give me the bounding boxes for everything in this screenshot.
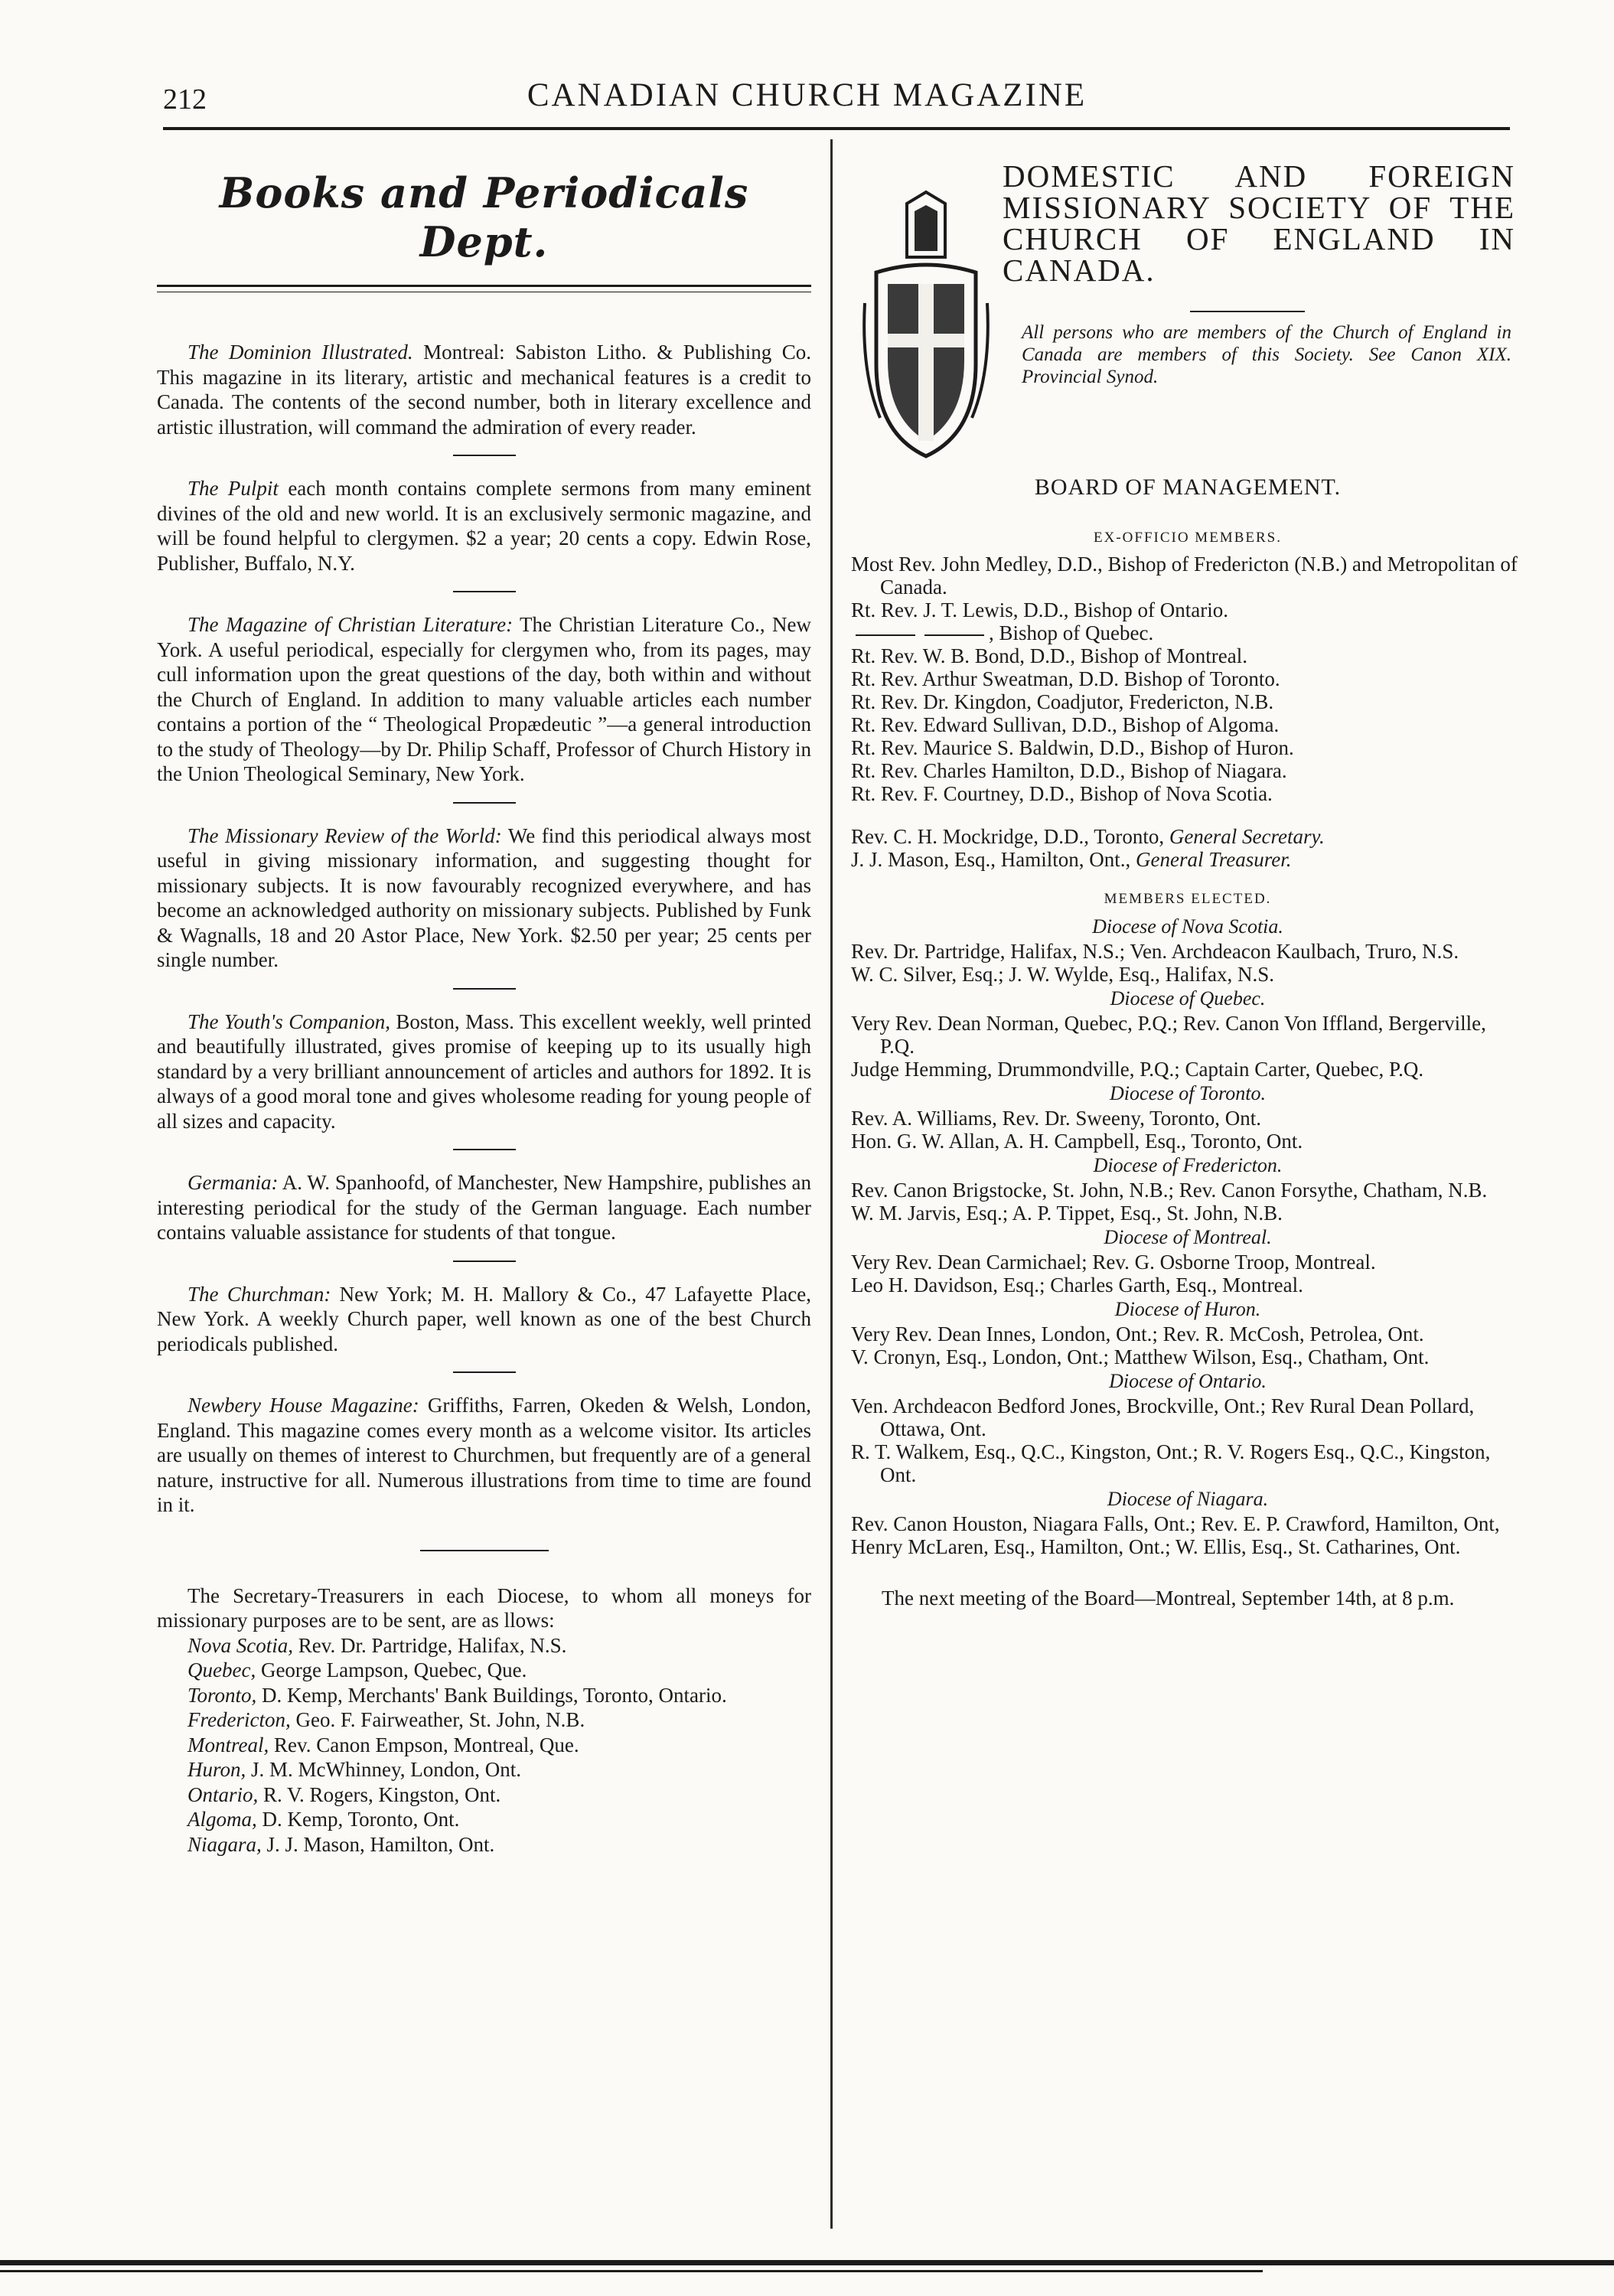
- separator: [453, 591, 516, 592]
- society-membership-note: All persons who are members of the Church of England in Canada are members of this Society. See Canon XIX. Provincial Synod.: [1022, 322, 1511, 387]
- list-item: Very Rev. Dean Norman, Quebec, P.Q.; Rev. Canon Von Iffland, Bergerville, P.Q.: [851, 1012, 1486, 1058]
- list-item: Rev. A. Williams, Rev. Dr. Sweeny, Toronto, Ont.: [851, 1107, 1261, 1130]
- list-item: V. Cronyn, Esq., London, Ont.; Matthew Wilson, Esq., Chatham, Ont.: [851, 1345, 1430, 1368]
- review-youths-companion: The Youth's Companion, Boston, Mass. This excellent weekly, well printed and beautifully illustrated, gives promise of keeping up to its usually high standard by a very brilliant announcement of articles and authors for 1892. It is always of a good moral tone and gives wholesome reading for young people of all sizes and capacity.: [157, 1009, 811, 1133]
- diocese-heading: Diocese of Ontario.: [1109, 1370, 1267, 1392]
- diocese-heading: Diocese of Quebec.: [1110, 987, 1266, 1009]
- list-item: Algoma, D. Kemp, Toronto, Ont.: [187, 1808, 460, 1831]
- next-meeting-notice: The next meeting of the Board—Montreal, September 14th, at 8 p.m.: [882, 1587, 1455, 1609]
- list-item: Very Rev. Dean Innes, London, Ont.; Rev. R. McCosh, Petrolea, Ont.: [851, 1322, 1424, 1345]
- society-seal-icon: [861, 188, 991, 464]
- list-item: Rt. Rev. W. B. Bond, D.D., Bishop of Montreal.: [851, 644, 1248, 667]
- general-treasurer: J. J. Mason, Esq., Hamilton, Ont., General Treasurer.: [851, 848, 1292, 871]
- diocese-heading: Diocese of Toronto.: [1110, 1082, 1266, 1104]
- separator: [453, 1371, 516, 1373]
- review-dominion-illustrated: The Dominion Illustrated. Montreal: Sabiston Litho. & Publishing Co. This magazine in its literary, artistic and mechanical features is a credit to Canada. The contents of the second number, both in literary excellence and artistic illustration, will command the admiration of every reader.: [157, 341, 812, 439]
- list-item: Quebec, George Lampson, Quebec, Que.: [187, 1658, 527, 1681]
- list-item: Most Rev. John Medley, D.D., Bishop of Fredericton (N.B.) and Metropolitan of Canada.: [851, 553, 1518, 598]
- general-secretary: Rev. C. H. Mockridge, D.D., Toronto, General Secretary.: [851, 825, 1325, 848]
- list-item: Rt. Rev. J. T. Lewis, D.D., Bishop of Ontario.: [851, 598, 1228, 621]
- diocese-heading: Diocese of Niagara.: [1107, 1488, 1269, 1510]
- column-divider: [830, 139, 833, 2229]
- footer-rule: [0, 2260, 1614, 2265]
- list-item: Rt. Rev. Edward Sullivan, D.D., Bishop of Algoma.: [851, 713, 1280, 736]
- list-item: W. C. Silver, Esq.; J. W. Wylde, Esq., Halifax, N.S.: [851, 963, 1275, 986]
- separator: [453, 1149, 516, 1150]
- list-item: W. M. Jarvis, Esq.; A. P. Tippet, Esq., St. John, N.B.: [851, 1202, 1283, 1225]
- list-item: Henry McLaren, Esq., Hamilton, Ont.; W. Ellis, Esq., St. Catharines, Ont.: [851, 1535, 1461, 1558]
- list-item: Rev. Canon Houston, Niagara Falls, Ont.; Rev. E. P. Crawford, Hamilton, Ont,: [851, 1512, 1500, 1535]
- members-elected-heading: MEMBERS ELECTED.: [1104, 891, 1272, 907]
- list-item: Rt. Rev. Charles Hamilton, D.D., Bishop of Niagara.: [851, 759, 1287, 782]
- list-item: Rev. Canon Brigstocke, St. John, N.B.; Rev. Canon Forsythe, Chatham, N.B.: [851, 1179, 1488, 1202]
- separator: [453, 1261, 516, 1262]
- list-item: Montreal, Rev. Canon Empson, Montreal, Que.: [187, 1733, 579, 1756]
- separator: [453, 802, 516, 804]
- blank-name-rule: [856, 634, 915, 636]
- list-item: Rt. Rev. Dr. Kingdon, Coadjutor, Fredericton, N.B.: [851, 690, 1274, 713]
- diocese-heading: Diocese of Montreal.: [1104, 1226, 1272, 1248]
- list-item: , Bishop of Quebec.: [851, 621, 1524, 644]
- spacer: [851, 871, 1524, 891]
- list-item: Rt. Rev. Maurice S. Baldwin, D.D., Bishop of Huron.: [851, 736, 1294, 759]
- magazine-title: CANADIAN CHURCH MAGAZINE: [527, 77, 1087, 113]
- review-christian-literature: The Magazine of Christian Literature: The Christian Literature Co., New York. A useful periodical, especially for clergymen who, from its pages, may cull information upon the great questions of the day, both within and without the Church of England. In addition to many valuable articles each number contains a portion of the “ Theological Propædeutic ”—a general introduction to the study of Theology—by Dr. Philip Schaff, Professor of Church History in the Union Theological Seminary, New York.: [157, 613, 812, 785]
- page-number: 212: [163, 83, 207, 116]
- books-periodicals-column: [157, 168, 811, 1857]
- list-item: Rt. Rev. F. Courtney, D.D., Bishop of Nova Scotia.: [851, 782, 1273, 805]
- list-item: Rev. Dr. Partridge, Halifax, N.S.; Ven. Archdeacon Kaulbach, Truro, N.S.: [851, 940, 1459, 963]
- ex-officio-heading: EX-OFFICIO MEMBERS.: [1094, 530, 1282, 546]
- list-item: Very Rev. Dean Carmichael; Rev. G. Osborne Troop, Montreal.: [851, 1251, 1376, 1274]
- list-item: Hon. G. W. Allan, A. H. Campbell, Esq., Toronto, Ont.: [851, 1130, 1303, 1153]
- header-rule: [163, 127, 1510, 130]
- review-churchman: The Churchman: New York; M. H. Mallory & Co., 47 Lafayette Place, New York. A weekly Church paper, well known as one of the best Church periodicals published.: [157, 1282, 811, 1355]
- list-item: Ven. Archdeacon Bedford Jones, Brockville, Ont.; Rev Rural Dean Pollard, Ottawa, Ont.: [851, 1394, 1475, 1440]
- separator: [453, 455, 516, 456]
- society-title: DOMESTIC AND FOREIGN MISSIONARY SOCIETY OF THE CHURCH OF ENGLAND IN CANADA.: [1003, 158, 1515, 288]
- list-item: Leo H. Davidson, Esq.; Charles Garth, Esq., Montreal.: [851, 1274, 1303, 1296]
- secretaries-intro: The Secretary-Treasurers in each Diocese, to whom all moneys for missionary purposes are to be sent, are as llows:: [157, 1583, 811, 1632]
- list-item: Nova Scotia, Rev. Dr. Partridge, Halifax, N.S.: [187, 1633, 567, 1657]
- list-item: Fredericton, Geo. F. Fairweather, St. John, N.B.: [187, 1708, 585, 1731]
- list-item: Niagara, J. J. Mason, Hamilton, Ont.: [187, 1832, 495, 1856]
- list-item: Rt. Rev. Arthur Sweatman, D.D. Bishop of Toronto.: [851, 667, 1280, 690]
- board-of-management: [851, 475, 1524, 1610]
- review-newbery-house: Newbery House Magazine: Griffiths, Farren, Okeden & Welsh, London, England. This magazine comes every month as a welcome visitor. Its articles are usually on themes of interest to Churchmen, but frequently are of a general nature, instructive for all. Numerous illustrations from time to time are found in it.: [157, 1394, 811, 1516]
- secretary-treasurer-list: [157, 1633, 811, 1857]
- footer-rule-thin: [0, 2270, 1263, 2272]
- separator: [453, 988, 516, 990]
- list-item: Toronto, D. Kemp, Merchants' Bank Buildings, Toronto, Ontario.: [187, 1683, 727, 1707]
- diocese-heading: Diocese of Nova Scotia.: [1092, 915, 1283, 938]
- department-heading: Books and Periodicals Dept.: [219, 168, 749, 266]
- diocese-heading: Diocese of Fredericton.: [1093, 1154, 1283, 1176]
- blank-name-rule: [924, 634, 984, 636]
- diocese-heading: Diocese of Huron.: [1114, 1298, 1261, 1320]
- list-item: Huron, J. M. McWhinney, London, Ont.: [187, 1758, 521, 1781]
- review-pulpit: The Pulpit each month contains complete sermons from many eminent divines of the old and new world. It is an exclusively sermonic magazine, and will be found helpful to clergymen. $2 a year; 20 cents a copy. Edwin Rose, Publisher, Buffalo, N.Y.: [157, 477, 811, 575]
- title-rule: [1190, 311, 1305, 312]
- list-item: Ontario, R. V. Rogers, Kingston, Ont.: [187, 1782, 501, 1806]
- spacer: [851, 805, 1524, 825]
- section-separator: [420, 1550, 549, 1551]
- review-germania: Germania: A. W. Spanhoofd, of Manchester, New Hampshire, publishes an interesting periodical for the study of the German language. Each number contains valuable assistance for students of that tongue.: [157, 1171, 811, 1244]
- list-item: Judge Hemming, Drummondville, P.Q.; Captain Carter, Quebec, P.Q.: [851, 1058, 1424, 1081]
- review-missionary-review: The Missionary Review of the World: We find this periodical always most useful in giving missionary information, and suggesting thought for missionary subjects. It is now favourably recognized everywhere, and has become an acknowledged authority on missionary subjects. Published by Funk & Wagnalls, 18 and 20 Astor Place, New York. $2.50 per year; 25 cents per single number.: [157, 823, 811, 971]
- board-heading: BOARD OF MANAGEMENT.: [1034, 475, 1342, 500]
- list-item: R. T. Walkem, Esq., Q.C., Kingston, Ont.; R. V. Rogers Esq., Q.C., Kingston, Ont.: [851, 1440, 1491, 1486]
- heading-rule: [157, 285, 811, 292]
